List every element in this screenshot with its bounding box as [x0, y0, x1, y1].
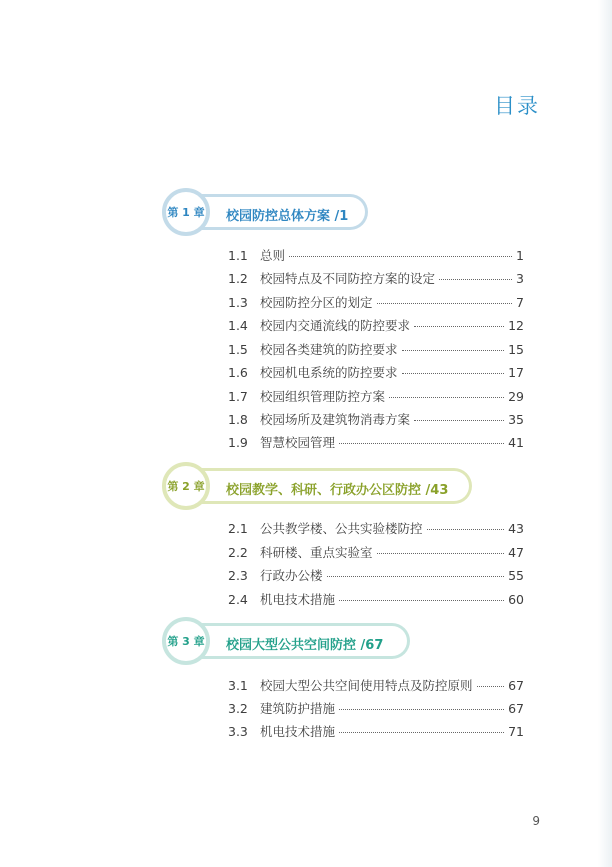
toc-entry[interactable]: [228, 699, 524, 717]
leader-dots: [339, 709, 504, 710]
leader-dots: [327, 576, 505, 577]
toc-entry[interactable]: [228, 340, 524, 358]
entry-number: 2.2: [228, 545, 248, 560]
entry-number: 1.9: [228, 435, 248, 450]
page-title: 目录: [494, 94, 540, 118]
entry-number: 3.1: [228, 678, 248, 693]
entry-number: 1.1: [228, 248, 248, 263]
entry-page: 41: [508, 435, 524, 450]
toc-entry[interactable]: [228, 543, 524, 561]
chapter-2-tag: 第 2 章: [167, 480, 205, 493]
chapter-3-tag: 第 3 章: [167, 635, 205, 648]
page-edge-shade: [598, 0, 612, 867]
entry-label: 校园各类建筑的防控要求: [260, 342, 398, 357]
leader-dots: [414, 326, 504, 327]
entry-page: 15: [508, 342, 524, 357]
entry-page: 17: [508, 365, 524, 380]
entry-page: 55: [508, 568, 524, 583]
leader-dots: [402, 373, 505, 374]
entry-page: 47: [508, 545, 524, 560]
toc-entry[interactable]: [228, 269, 524, 287]
toc-entry[interactable]: [228, 387, 524, 405]
leader-dots: [339, 443, 504, 444]
entry-page: 60: [508, 592, 524, 607]
chapter-1-title: 校园防控总体方案 /1: [226, 209, 349, 224]
entry-label: 校园防控分区的划定: [260, 295, 373, 310]
entry-page: 43: [508, 521, 524, 536]
entry-label: 公共教学楼、公共实验楼防控: [260, 521, 423, 536]
entry-number: 3.3: [228, 724, 248, 739]
leader-dots: [377, 553, 505, 554]
entry-page: 29: [508, 389, 524, 404]
entry-label: 科研楼、重点实验室: [260, 545, 373, 560]
entry-page: 12: [508, 318, 524, 333]
chapter-3-badge: [162, 617, 210, 665]
entry-page: 7: [516, 295, 524, 310]
toc-entry[interactable]: [228, 566, 524, 584]
entry-label: 机电技术措施: [260, 592, 336, 607]
entry-number: 1.7: [228, 389, 248, 404]
entry-label: 总则: [260, 248, 286, 263]
toc-entry[interactable]: [228, 519, 524, 537]
leader-dots: [377, 303, 513, 304]
chapter-3-title-pill: [188, 623, 410, 659]
entry-page: 67: [508, 701, 524, 716]
entry-label: 校园大型公共空间使用特点及防控原则: [260, 678, 473, 693]
entry-label: 行政办公楼: [260, 568, 323, 583]
leader-dots: [439, 279, 512, 280]
entry-number: 2.4: [228, 592, 248, 607]
toc-entry[interactable]: [228, 363, 524, 381]
toc-entry[interactable]: [228, 722, 524, 740]
entry-page: 1: [516, 248, 524, 263]
toc-entry[interactable]: [228, 293, 524, 311]
chapter-1-tag: 第 1 章: [167, 206, 205, 219]
entry-number: 2.3: [228, 568, 248, 583]
entry-page: 71: [508, 724, 524, 739]
entry-label: 校园内交通流线的防控要求: [260, 318, 411, 333]
chapter-1-badge: [162, 188, 210, 236]
toc-entry[interactable]: [228, 676, 524, 694]
leader-dots: [289, 256, 512, 257]
entry-number: 3.2: [228, 701, 248, 716]
entry-number: 1.4: [228, 318, 248, 333]
entry-number: 1.3: [228, 295, 248, 310]
toc-entry[interactable]: [228, 433, 524, 451]
entry-label: 智慧校园管理: [260, 435, 336, 450]
entry-number: 1.5: [228, 342, 248, 357]
chapter-2-title: 校园教学、科研、行政办公区防控 /43: [226, 483, 449, 498]
chapter-3-title: 校园大型公共空间防控 /67: [226, 638, 384, 653]
entry-number: 1.6: [228, 365, 248, 380]
leader-dots: [339, 732, 504, 733]
toc-entry[interactable]: [228, 246, 524, 264]
entry-number: 2.1: [228, 521, 248, 536]
entry-label: 机电技术措施: [260, 724, 336, 739]
leader-dots: [477, 686, 505, 687]
entry-number: 1.8: [228, 412, 248, 427]
entry-label: 建筑防护措施: [260, 701, 336, 716]
entry-page: 35: [508, 412, 524, 427]
leader-dots: [339, 600, 504, 601]
entry-number: 1.2: [228, 271, 248, 286]
leader-dots: [414, 420, 504, 421]
chapter-2-badge: [162, 462, 210, 510]
entry-label: 校园特点及不同防控方案的设定: [260, 271, 436, 286]
toc-entry[interactable]: [228, 316, 524, 334]
toc-entry[interactable]: [228, 590, 524, 608]
chapter-2-title-pill: [188, 468, 472, 504]
entry-page: 67: [508, 678, 524, 693]
leader-dots: [402, 350, 505, 351]
leader-dots: [427, 529, 505, 530]
entry-label: 校园机电系统的防控要求: [260, 365, 398, 380]
page-number: 9: [532, 814, 540, 828]
entry-label: 校园组织管理防控方案: [260, 389, 386, 404]
entry-label: 校园场所及建筑物消毒方案: [260, 412, 411, 427]
toc-entry[interactable]: [228, 410, 524, 428]
entry-page: 3: [516, 271, 524, 286]
chapter-1-title-pill: [188, 194, 368, 230]
leader-dots: [389, 397, 504, 398]
